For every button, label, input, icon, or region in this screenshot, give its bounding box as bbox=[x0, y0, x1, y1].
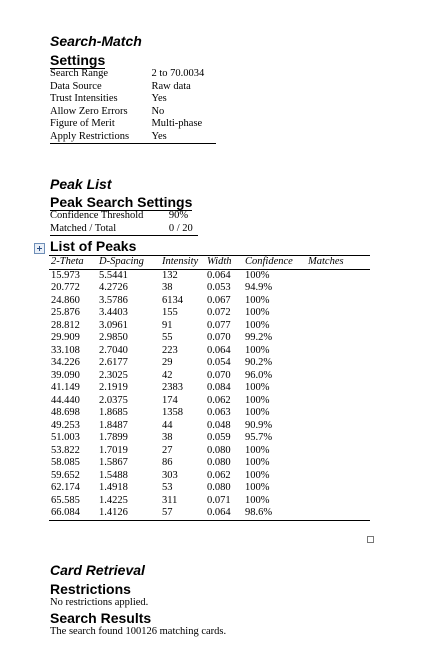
table-cell: 57 bbox=[162, 507, 173, 518]
table-cell: 0.070 bbox=[207, 369, 231, 381]
table-cell: 100% bbox=[245, 469, 270, 481]
settings-row bbox=[50, 81, 216, 94]
table-cell: 2.9850 bbox=[99, 332, 128, 343]
settings-heading-text: Settings bbox=[50, 52, 106, 68]
table-cell: 2.0375 bbox=[99, 394, 128, 406]
table-row bbox=[49, 395, 370, 408]
table-cell: 1.4918 bbox=[99, 482, 128, 493]
peak-list-heading: Peak List bbox=[50, 176, 112, 192]
table-cell bbox=[306, 370, 370, 383]
table-cell: 100% bbox=[245, 457, 270, 468]
peaks-table bbox=[49, 255, 370, 521]
search-match-heading: Search-Match bbox=[50, 33, 142, 49]
table-cell: 1.8487 bbox=[99, 419, 128, 431]
peak-setting-row-label: Confidence Threshold bbox=[50, 210, 144, 221]
table-row bbox=[49, 320, 370, 333]
table-cell: 2.1919 bbox=[99, 382, 128, 393]
table-row bbox=[49, 420, 370, 433]
table-cell: 38 bbox=[162, 282, 173, 293]
table-cell: 100% bbox=[245, 382, 270, 393]
table-cell bbox=[306, 432, 370, 445]
table-cell: 34.226 bbox=[51, 357, 80, 368]
table-row bbox=[49, 307, 370, 320]
table-cell bbox=[306, 307, 370, 320]
table-cell bbox=[306, 269, 370, 282]
table-row bbox=[49, 470, 370, 483]
table-cell: 53.822 bbox=[51, 444, 80, 456]
settings-row-value: No bbox=[151, 105, 165, 117]
table-cell: 0.064 bbox=[207, 344, 231, 356]
settings-row bbox=[50, 106, 216, 119]
table-resize-handle[interactable] bbox=[367, 536, 374, 543]
table-cell bbox=[306, 407, 370, 420]
peak-setting-row bbox=[50, 223, 198, 236]
table-cell bbox=[306, 470, 370, 483]
table-row bbox=[49, 282, 370, 295]
table-cell: 100% bbox=[245, 494, 270, 506]
table-cell bbox=[306, 382, 370, 395]
column-header: D-Spacing bbox=[97, 256, 160, 270]
table-cell: 0.080 bbox=[207, 457, 231, 468]
table-cell: 2.7040 bbox=[99, 344, 128, 356]
table-cell: 94.9% bbox=[245, 282, 273, 293]
table-cell: 41.149 bbox=[51, 382, 80, 393]
table-cell: 58.085 bbox=[51, 457, 80, 468]
table-row bbox=[49, 407, 370, 420]
table-row bbox=[49, 495, 370, 508]
table-cell: 29 bbox=[162, 357, 173, 368]
column-header: Width bbox=[205, 256, 243, 270]
table-cell: 0.070 bbox=[207, 332, 231, 343]
table-cell: 0.063 bbox=[207, 407, 231, 418]
table-cell: 0.048 bbox=[207, 419, 231, 431]
table-cell: 0.071 bbox=[207, 494, 231, 506]
table-cell bbox=[306, 445, 370, 458]
settings-row-value: Yes bbox=[151, 93, 167, 104]
table-cell: 223 bbox=[162, 344, 178, 356]
table-cell: 303 bbox=[162, 469, 178, 481]
table-cell: 132 bbox=[162, 269, 178, 281]
table-cell: 1.4126 bbox=[99, 507, 128, 518]
table-cell: 100% bbox=[245, 319, 270, 331]
settings-row bbox=[50, 118, 216, 131]
table-row bbox=[49, 445, 370, 458]
table-cell: 62.174 bbox=[51, 482, 80, 493]
column-header: Matches bbox=[306, 256, 370, 270]
settings-row-label: Data Source bbox=[50, 80, 102, 92]
table-cell: 51.003 bbox=[51, 432, 80, 443]
table-cell: 65.585 bbox=[51, 494, 80, 506]
table-row bbox=[49, 357, 370, 370]
search-results-text: The search found 100126 matching cards. bbox=[50, 626, 227, 637]
table-cell: 100% bbox=[245, 482, 270, 493]
table-cell bbox=[306, 507, 370, 520]
table-cell: 100% bbox=[245, 407, 270, 418]
table-cell: 3.0961 bbox=[99, 319, 128, 331]
table-cell: 96.0% bbox=[245, 369, 273, 381]
table-row bbox=[49, 432, 370, 445]
table-cell: 100% bbox=[245, 269, 270, 281]
table-cell: 20.772 bbox=[51, 282, 80, 293]
table-cell: 0.064 bbox=[207, 507, 231, 518]
table-cell: 1358 bbox=[162, 407, 183, 418]
settings-row bbox=[50, 93, 216, 106]
table-cell bbox=[306, 457, 370, 470]
table-cell: 3.4403 bbox=[99, 307, 128, 318]
peak-search-settings-table bbox=[50, 210, 198, 236]
table-cell: 100% bbox=[245, 344, 270, 356]
table-row bbox=[49, 295, 370, 308]
settings-row-label: Search Range bbox=[50, 68, 109, 79]
settings-row-value: 2 to 70.0034 bbox=[151, 68, 205, 79]
table-cell: 48.698 bbox=[51, 407, 80, 418]
table-cell bbox=[306, 482, 370, 495]
table-cell: 24.860 bbox=[51, 294, 80, 306]
table-cell: 2.6177 bbox=[99, 357, 128, 368]
settings-heading bbox=[50, 52, 105, 68]
table-cell: 98.6% bbox=[245, 507, 273, 518]
table-cell bbox=[306, 332, 370, 345]
table-cell: 0.062 bbox=[207, 394, 231, 406]
table-cell: 1.5488 bbox=[99, 469, 128, 481]
settings-row-label: Apply Restrictions bbox=[50, 130, 130, 142]
table-cell: 1.7899 bbox=[99, 432, 128, 443]
table-cell: 38 bbox=[162, 432, 173, 443]
table-cell bbox=[306, 295, 370, 308]
peak-setting-row-label: Matched / Total bbox=[50, 222, 117, 234]
table-cell: 53 bbox=[162, 482, 173, 493]
table-cell: 0.072 bbox=[207, 307, 231, 318]
table-cell: 100% bbox=[245, 444, 270, 456]
table-cell: 27 bbox=[162, 444, 173, 456]
table-cell: 6134 bbox=[162, 294, 183, 306]
table-cell: 42 bbox=[162, 369, 173, 381]
table-cell: 5.5441 bbox=[99, 269, 128, 281]
table-cell: 100% bbox=[245, 294, 270, 306]
table-cell: 0.067 bbox=[207, 294, 231, 306]
table-cell bbox=[306, 495, 370, 508]
peak-setting-row bbox=[50, 210, 198, 223]
table-cell: 15.973 bbox=[51, 269, 80, 281]
table-cell: 49.253 bbox=[51, 419, 80, 431]
table-cell: 3.5786 bbox=[99, 294, 128, 306]
table-cell: 0.062 bbox=[207, 469, 231, 481]
table-cell: 100% bbox=[245, 307, 270, 318]
column-header: Confidence bbox=[243, 256, 306, 270]
settings-row-value: Multi-phase bbox=[151, 118, 203, 129]
table-cell: 100% bbox=[245, 394, 270, 406]
table-cell: 90.9% bbox=[245, 419, 273, 431]
table-cell: 0.080 bbox=[207, 444, 231, 456]
table-cell: 0.084 bbox=[207, 382, 231, 393]
settings-row-label: Allow Zero Errors bbox=[50, 105, 128, 117]
settings-table bbox=[50, 68, 216, 144]
table-cell: 91 bbox=[162, 319, 173, 331]
table-cell: 0.077 bbox=[207, 319, 231, 331]
table-cell bbox=[306, 345, 370, 358]
table-cell: 99.2% bbox=[245, 332, 273, 343]
table-cell: 311 bbox=[162, 494, 178, 506]
table-cell: 155 bbox=[162, 307, 178, 318]
table-cell: 55 bbox=[162, 332, 173, 343]
settings-row-label: Figure of Merit bbox=[50, 118, 115, 129]
table-cell: 29.909 bbox=[51, 332, 80, 343]
peak-setting-row-value: 0 / 20 bbox=[168, 222, 193, 234]
column-header: Intensity bbox=[160, 256, 205, 270]
table-row bbox=[49, 507, 370, 520]
settings-row-label: Trust Intensities bbox=[50, 93, 118, 104]
table-cell: 2.3025 bbox=[99, 369, 128, 381]
expand-plus-icon[interactable] bbox=[34, 243, 45, 254]
table-cell: 0.064 bbox=[207, 269, 231, 281]
table-cell: 1.4225 bbox=[99, 494, 128, 506]
table-cell: 33.108 bbox=[51, 344, 80, 356]
table-row bbox=[49, 457, 370, 470]
restrictions-text: No restrictions applied. bbox=[50, 597, 149, 608]
table-cell: 0.053 bbox=[207, 282, 231, 293]
table-cell: 1.8685 bbox=[99, 407, 128, 418]
table-cell: 0.059 bbox=[207, 432, 231, 443]
card-retrieval-heading: Card Retrieval bbox=[50, 562, 145, 578]
list-of-peaks-heading: List of Peaks bbox=[50, 238, 137, 254]
table-row bbox=[49, 269, 370, 282]
table-cell: 95.7% bbox=[245, 432, 273, 443]
peak-search-settings-text: Peak Search Settings bbox=[50, 194, 193, 210]
settings-row bbox=[50, 131, 216, 144]
peak-search-settings-heading bbox=[50, 194, 192, 210]
table-cell bbox=[306, 395, 370, 408]
settings-row-value: Raw data bbox=[151, 80, 191, 92]
table-cell: 1.5867 bbox=[99, 457, 128, 468]
table-row bbox=[49, 382, 370, 395]
table-row bbox=[49, 345, 370, 358]
table-cell: 66.084 bbox=[51, 507, 80, 518]
table-row bbox=[49, 332, 370, 345]
table-cell: 174 bbox=[162, 394, 178, 406]
table-cell: 59.652 bbox=[51, 469, 80, 481]
table-cell: 4.2726 bbox=[99, 282, 128, 293]
table-cell bbox=[306, 282, 370, 295]
table-cell: 0.054 bbox=[207, 357, 231, 368]
table-cell: 28.812 bbox=[51, 319, 80, 331]
settings-row-value: Yes bbox=[151, 130, 167, 142]
table-cell: 44.440 bbox=[51, 394, 80, 406]
table-cell: 2383 bbox=[162, 382, 183, 393]
table-cell bbox=[306, 357, 370, 370]
table-cell: 86 bbox=[162, 457, 173, 468]
table-cell: 0.080 bbox=[207, 482, 231, 493]
column-header: 2-Theta bbox=[49, 256, 97, 270]
table-cell bbox=[306, 420, 370, 433]
table-cell: 39.090 bbox=[51, 369, 80, 381]
peak-setting-row-value: 90% bbox=[168, 210, 189, 221]
table-cell: 25.876 bbox=[51, 307, 80, 318]
table-row bbox=[49, 370, 370, 383]
settings-row bbox=[50, 68, 216, 81]
table-cell: 1.7019 bbox=[99, 444, 128, 456]
table-cell: 44 bbox=[162, 419, 173, 431]
restrictions-heading: Restrictions bbox=[50, 581, 131, 597]
table-cell bbox=[306, 320, 370, 333]
table-row bbox=[49, 482, 370, 495]
table-cell: 90.2% bbox=[245, 357, 273, 368]
search-results-heading: Search Results bbox=[50, 610, 152, 626]
